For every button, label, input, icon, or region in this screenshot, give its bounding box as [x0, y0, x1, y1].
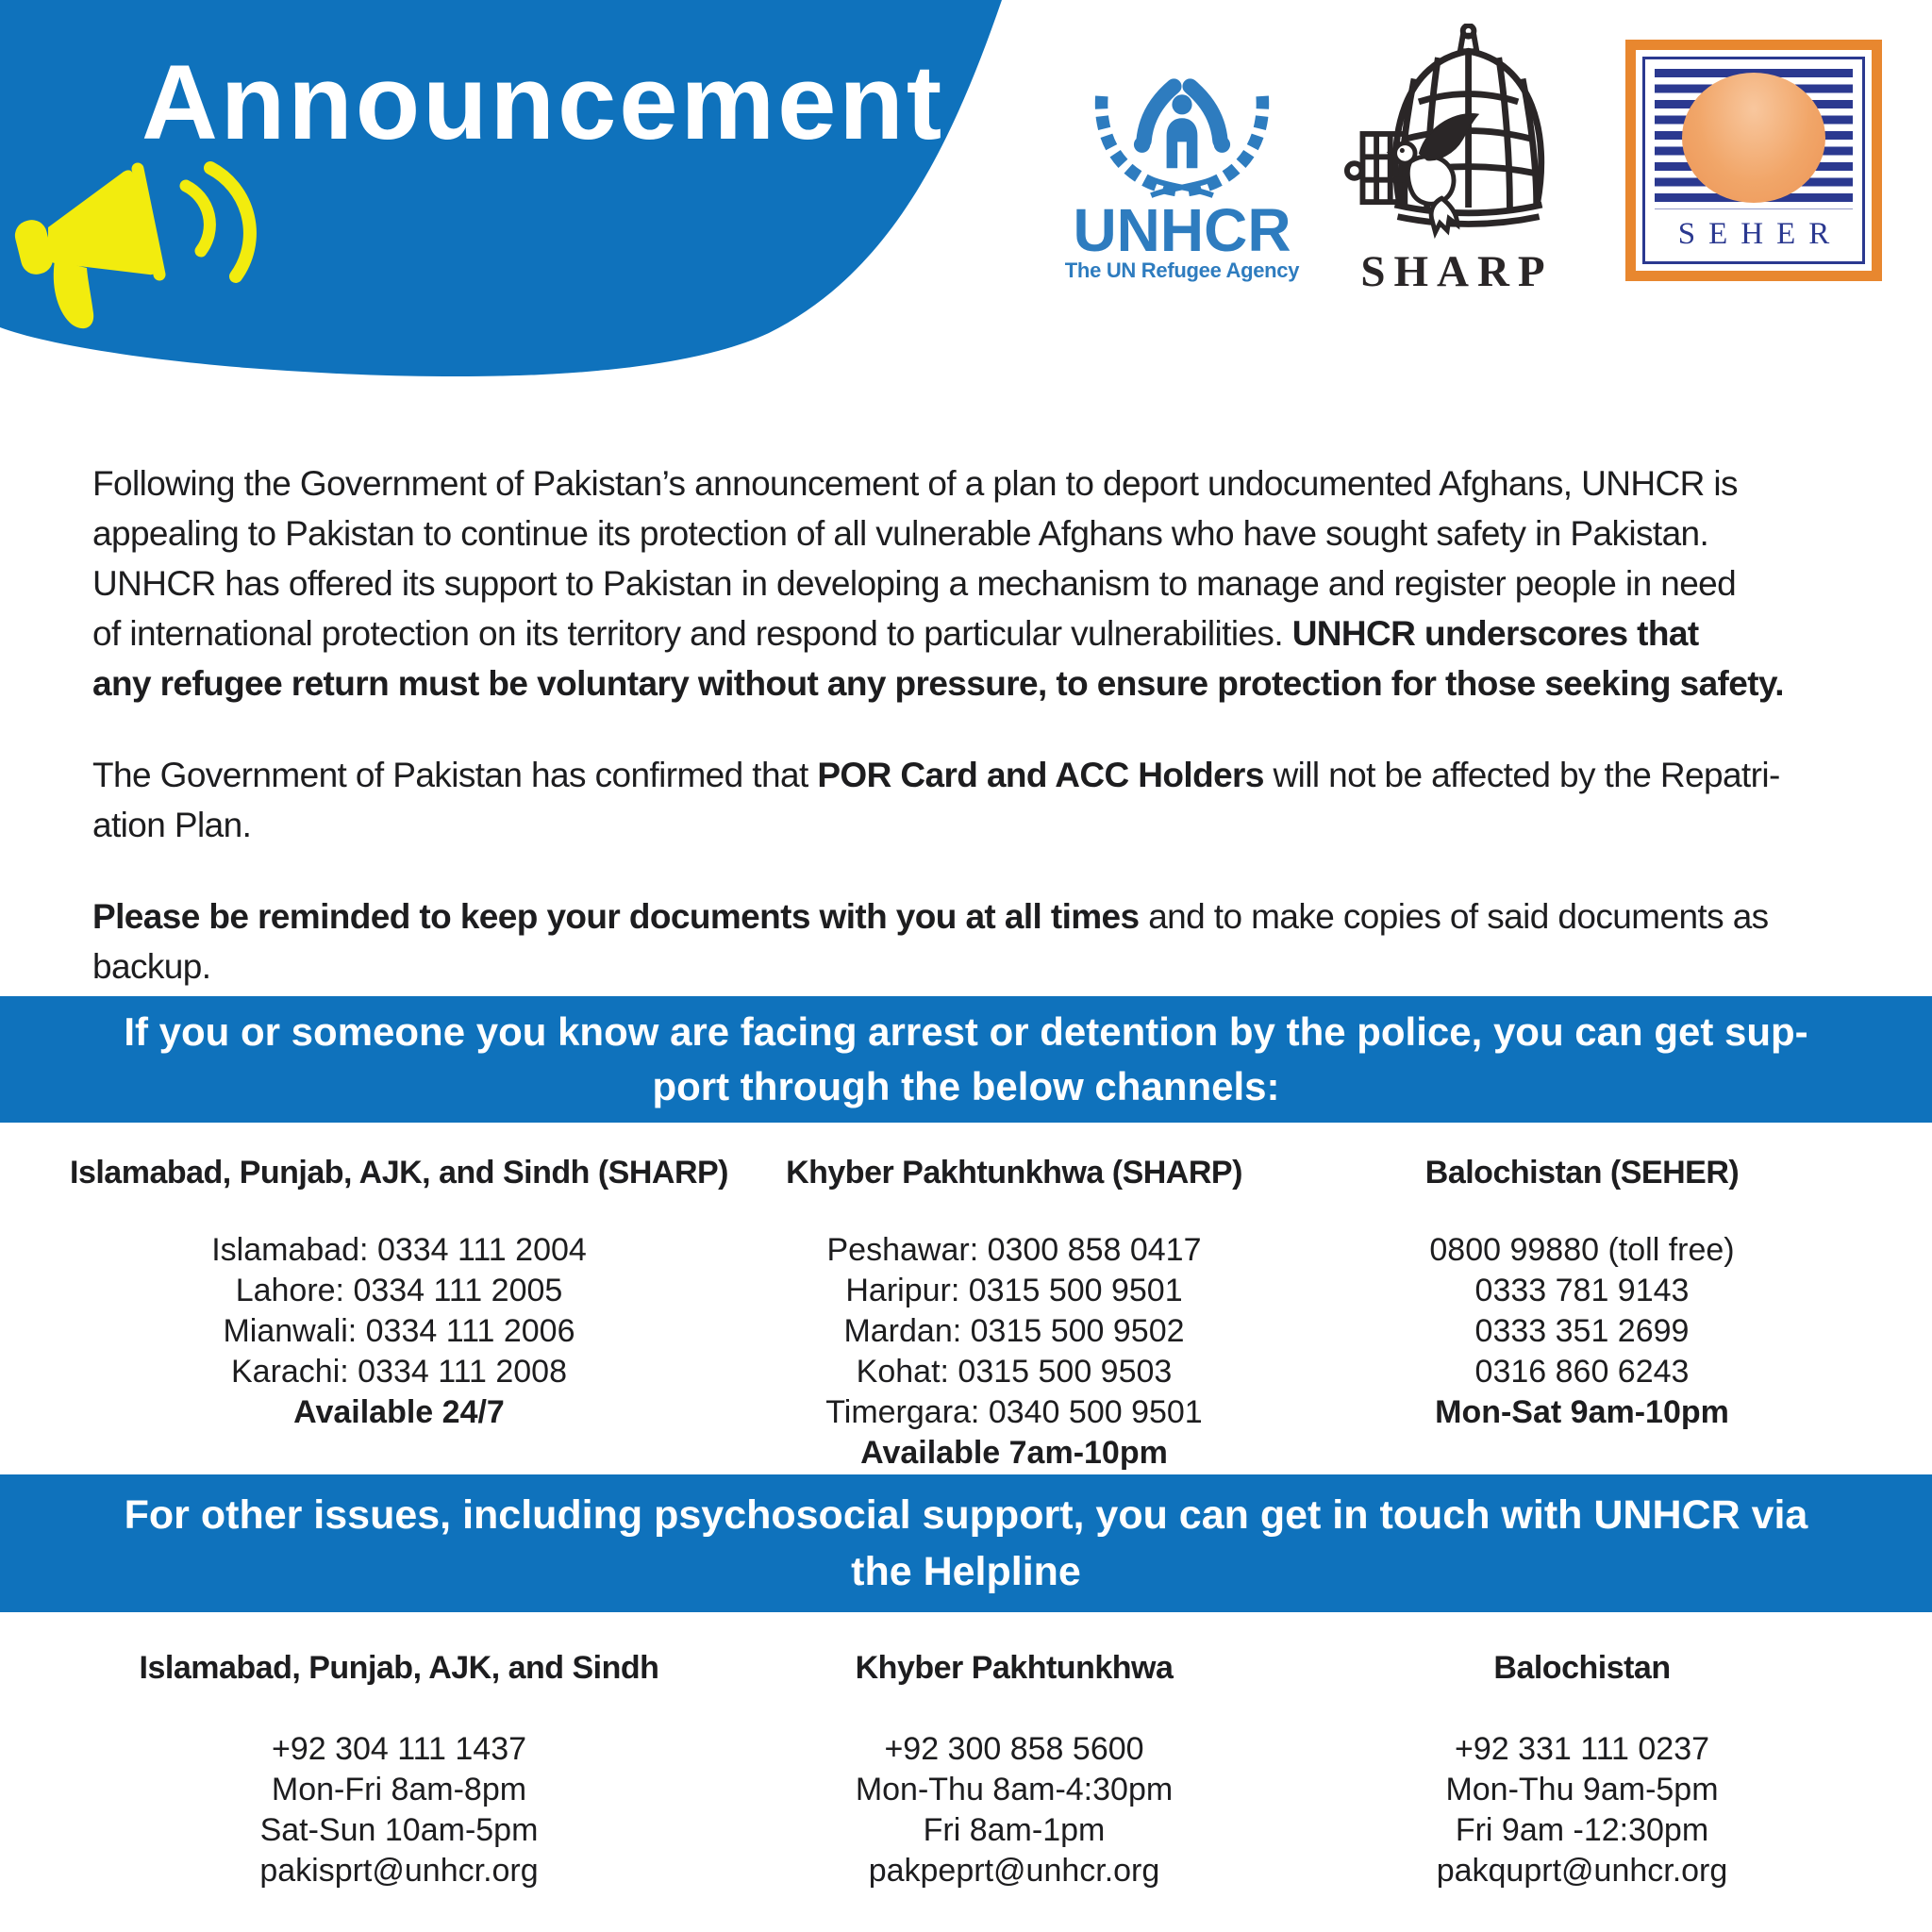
contact-line: +92 300 858 5600 — [884, 1731, 1144, 1767]
seher-emblem — [1642, 57, 1865, 264]
contact-line: +92 304 111 1437 — [271, 1731, 527, 1767]
contact-line: Fri 9am -12:30pm — [1455, 1812, 1709, 1848]
contact-line: Mianwali: 0334 111 2006 — [223, 1313, 575, 1349]
contact-line: 0333 351 2699 — [1474, 1313, 1690, 1349]
availability-line: Available 7am-10pm — [860, 1435, 1168, 1471]
sharp-logo — [1338, 24, 1568, 297]
paragraph-line: The Government of Pakistan has confirmed that POR Card and ACC Holders will not be affected by the Repatri- — [92, 756, 1780, 794]
unhcr-tagline: The UN Refugee Agency — [1064, 258, 1300, 282]
contact-column — [66, 1648, 732, 1891]
megaphone-icon — [0, 142, 274, 387]
column-header: Balochistan (SEHER) — [1424, 1155, 1740, 1191]
seher-wordmark: SEHER — [1677, 217, 1843, 251]
availability-line: Available 24/7 — [293, 1394, 505, 1430]
contact-line: Sat-Sun 10am-5pm — [259, 1812, 539, 1848]
contact-line: Mon-Fri 8am-8pm — [271, 1772, 527, 1807]
contact-column — [1296, 1648, 1868, 1891]
contact-column — [1296, 1153, 1868, 1474]
column-lines — [66, 1729, 732, 1891]
contact-line: Peshawar: 0300 858 0417 — [826, 1232, 1202, 1268]
contact-line: +92 331 111 0237 — [1454, 1731, 1710, 1767]
support-banner-line: If you or someone you know are facing arrest or detention by the police, you can get sup- — [124, 1009, 1808, 1054]
paragraph-line: of international protection on its territory and respond to particular vulnerabilities. UNHCR underscores that — [92, 614, 1699, 653]
contact-column — [732, 1153, 1296, 1474]
paragraph — [92, 891, 1857, 991]
availability-line: Mon-Sat 9am-10pm — [1435, 1394, 1729, 1430]
contact-line: pakisprt@unhcr.org — [259, 1853, 539, 1889]
unhcr-logo — [1064, 47, 1300, 283]
column-lines — [1296, 1729, 1868, 1891]
column-header: Islamabad, Punjab, AJK, and Sindh (SHARP) — [70, 1155, 728, 1191]
column-lines — [732, 1230, 1296, 1474]
contact-column — [66, 1153, 732, 1474]
paragraph-line: UNHCR has offered its support to Pakistan in developing a mechanism to manage and register people in need — [92, 564, 1737, 603]
contact-line: Timergara: 0340 500 9501 — [825, 1394, 1203, 1430]
support-banner-line: port through the below channels: — [652, 1064, 1280, 1108]
paragraph-line: any refugee return must be voluntary without any pressure, to ensure protection for those seeking safety. — [92, 664, 1784, 703]
unhcr-wordmark: UNHCR — [1073, 196, 1291, 264]
column-lines — [66, 1230, 732, 1433]
contact-line: Mon-Thu 9am-5pm — [1445, 1772, 1719, 1807]
helpline-banner-line: For other issues, including psychosocial support, you can get in touch with UNHCR via — [124, 1492, 1808, 1538]
contact-line: Islamabad: 0334 111 2004 — [211, 1232, 587, 1268]
paragraph-line: ation Plan. — [92, 806, 252, 844]
contact-column — [732, 1648, 1296, 1891]
paragraph-line: backup. — [92, 947, 211, 986]
contact-line: Fri 8am-1pm — [923, 1812, 1106, 1848]
contact-line: pakpeprt@unhcr.org — [868, 1853, 1160, 1889]
helpline-banner-line: the Helpline — [851, 1549, 1081, 1594]
contact-line: Haripur: 0315 500 9501 — [845, 1273, 1183, 1308]
column-lines — [732, 1729, 1296, 1891]
body-text — [92, 458, 1857, 1033]
sharp-wordmark: SHARP — [1360, 247, 1554, 296]
seher-sun-icon — [1682, 73, 1825, 203]
seher-frame — [1636, 50, 1872, 271]
unhcr-emblem-icon — [1082, 47, 1282, 204]
column-header: Khyber Pakhtunkhwa (SHARP) — [786, 1155, 1242, 1191]
paragraph-line: Please be reminded to keep your documents with you at all times and to make copies of said documents as — [92, 897, 1769, 936]
column-header: Balochistan — [1493, 1650, 1671, 1686]
helpline-columns — [66, 1648, 1868, 1891]
column-header: Khyber Pakhtunkhwa — [855, 1650, 1174, 1686]
contact-line: Kohat: 0315 500 9503 — [856, 1354, 1173, 1390]
sharp-cage-icon — [1341, 24, 1565, 242]
paragraph — [92, 750, 1857, 850]
page-title: Announcement — [142, 43, 945, 161]
contact-line: pakquprt@unhcr.org — [1436, 1853, 1728, 1889]
helpline-banner — [0, 1474, 1932, 1612]
paragraph — [92, 458, 1857, 708]
support-columns — [66, 1153, 1868, 1474]
contact-line: Mon-Thu 8am-4:30pm — [855, 1772, 1174, 1807]
contact-line: Mardan: 0315 500 9502 — [843, 1313, 1185, 1349]
seher-logo — [1625, 40, 1882, 281]
contact-line: 0316 860 6243 — [1474, 1354, 1690, 1390]
contact-line: 0800 99880 (toll free) — [1429, 1232, 1735, 1268]
column-lines — [1296, 1230, 1868, 1433]
paragraph-line: Following the Government of Pakistan’s announcement of a plan to deport undocumented Afghans, UNHCR is — [92, 464, 1738, 503]
contact-line: Lahore: 0334 111 2005 — [235, 1273, 563, 1308]
support-banner — [0, 996, 1932, 1123]
contact-line: Karachi: 0334 111 2008 — [230, 1354, 568, 1390]
contact-line: 0333 781 9143 — [1474, 1273, 1690, 1308]
column-header: Islamabad, Punjab, AJK, and Sindh — [139, 1650, 659, 1686]
paragraph-line: appealing to Pakistan to continue its protection of all vulnerable Afghans who have sought safety in Pakistan. — [92, 514, 1709, 553]
